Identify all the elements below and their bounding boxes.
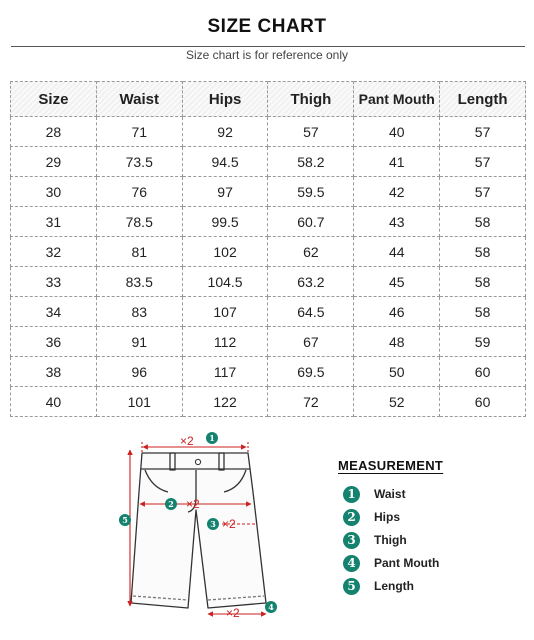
table-cell: 58 — [440, 207, 526, 237]
table-cell: 40 — [354, 117, 440, 147]
table-cell: 34 — [11, 297, 97, 327]
number-badge: 4 — [343, 555, 360, 572]
table-cell: 31 — [11, 207, 97, 237]
thigh-multiplier: ×2 — [222, 517, 236, 531]
number-badge: 2 — [343, 509, 360, 526]
table-cell: 64.5 — [268, 297, 354, 327]
length-marker-badge — [119, 514, 131, 526]
legend-label: Pant Mouth — [374, 556, 440, 570]
table-cell: 58 — [440, 267, 526, 297]
pant-mouth-multiplier: ×2 — [226, 606, 240, 620]
svg-text:4: 4 — [268, 602, 274, 612]
legend-label: Hips — [374, 510, 401, 524]
table-row — [11, 327, 526, 357]
table-cell: 59.5 — [268, 177, 354, 207]
column-header: Size — [11, 82, 97, 117]
size-chart-title: SIZE CHART — [207, 16, 327, 37]
svg-text:1: 1 — [209, 433, 215, 443]
table-cell: 44 — [354, 237, 440, 267]
table-row — [11, 297, 526, 327]
table-cell: 40 — [11, 387, 97, 417]
table-cell: 69.5 — [268, 357, 354, 387]
table-cell: 42 — [354, 177, 440, 207]
table-cell: 60 — [440, 387, 526, 417]
column-header: Thigh — [268, 82, 354, 117]
table-cell: 83 — [96, 297, 182, 327]
table-cell: 76 — [96, 177, 182, 207]
hips-multiplier: ×2 — [186, 497, 200, 511]
table-cell: 72 — [268, 387, 354, 417]
size-chart-table — [10, 81, 526, 417]
table-cell: 50 — [354, 357, 440, 387]
table-row — [11, 177, 526, 207]
table-cell: 107 — [182, 297, 268, 327]
svg-text:5: 5 — [122, 515, 128, 525]
hips-marker-badge — [165, 498, 177, 510]
reference-note: Size chart is for reference only — [185, 48, 349, 62]
table-cell: 29 — [11, 147, 97, 177]
pant-mouth-marker-badge — [265, 601, 277, 613]
table-cell: 91 — [96, 327, 182, 357]
legend-label: Waist — [374, 487, 406, 501]
number-badge: 1 — [343, 486, 360, 503]
table-cell: 58.2 — [268, 147, 354, 177]
table-cell: 99.5 — [182, 207, 268, 237]
waist-marker-badge — [206, 432, 218, 444]
table-cell: 57 — [440, 117, 526, 147]
column-header: Length — [440, 82, 526, 117]
legend-label: Thigh — [374, 533, 407, 547]
table-cell: 96 — [96, 357, 182, 387]
legend-label: Length — [374, 579, 414, 593]
table-cell: 73.5 — [96, 147, 182, 177]
shorts-body — [131, 453, 266, 608]
table-cell: 102 — [182, 237, 268, 267]
table-cell: 62 — [268, 237, 354, 267]
table-cell: 117 — [182, 357, 268, 387]
table-row — [11, 117, 526, 147]
number-badge: 5 — [343, 578, 360, 595]
table-row — [11, 147, 526, 177]
table-cell: 45 — [354, 267, 440, 297]
table-cell: 81 — [96, 237, 182, 267]
table-cell: 101 — [96, 387, 182, 417]
title-divider — [11, 46, 525, 47]
table-cell: 52 — [354, 387, 440, 417]
table-cell: 30 — [11, 177, 97, 207]
table-cell: 32 — [11, 237, 97, 267]
table-row — [11, 237, 526, 267]
table-cell: 92 — [182, 117, 268, 147]
table-header-row — [11, 82, 526, 117]
table-cell: 59 — [440, 327, 526, 357]
thigh-marker-badge — [207, 518, 219, 530]
table-cell: 38 — [11, 357, 97, 387]
table-cell: 71 — [96, 117, 182, 147]
table-cell: 104.5 — [182, 267, 268, 297]
table-cell: 57 — [440, 177, 526, 207]
table-cell: 33 — [11, 267, 97, 297]
svg-text:2: 2 — [168, 499, 174, 509]
table-cell: 63.2 — [268, 267, 354, 297]
table-cell: 41 — [354, 147, 440, 177]
table-cell: 78.5 — [96, 207, 182, 237]
table-cell: 60.7 — [268, 207, 354, 237]
shorts-measurement-diagram — [0, 418, 300, 640]
table-cell: 60 — [440, 357, 526, 387]
table-cell: 57 — [268, 117, 354, 147]
table-cell: 36 — [11, 327, 97, 357]
table-cell: 67 — [268, 327, 354, 357]
shorts-outline — [131, 453, 266, 608]
table-cell: 48 — [354, 327, 440, 357]
table-cell: 46 — [354, 297, 440, 327]
size-chart-body — [11, 117, 526, 417]
table-cell: 122 — [182, 387, 268, 417]
measurement-heading: MEASUREMENT — [338, 458, 444, 473]
column-header: Pant Mouth — [354, 82, 440, 117]
table-cell: 28 — [11, 117, 97, 147]
number-badge: 3 — [343, 532, 360, 549]
column-header: Waist — [96, 82, 182, 117]
table-row — [11, 387, 526, 417]
table-cell: 43 — [354, 207, 440, 237]
table-row — [11, 207, 526, 237]
svg-text:3: 3 — [210, 519, 216, 529]
table-cell: 83.5 — [96, 267, 182, 297]
table-cell: 58 — [440, 297, 526, 327]
table-cell: 57 — [440, 147, 526, 177]
column-header: Hips — [182, 82, 268, 117]
waist-multiplier: ×2 — [180, 434, 194, 448]
table-cell: 58 — [440, 237, 526, 267]
table-row — [11, 357, 526, 387]
table-cell: 112 — [182, 327, 268, 357]
table-row — [11, 267, 526, 297]
table-cell: 94.5 — [182, 147, 268, 177]
table-cell: 97 — [182, 177, 268, 207]
